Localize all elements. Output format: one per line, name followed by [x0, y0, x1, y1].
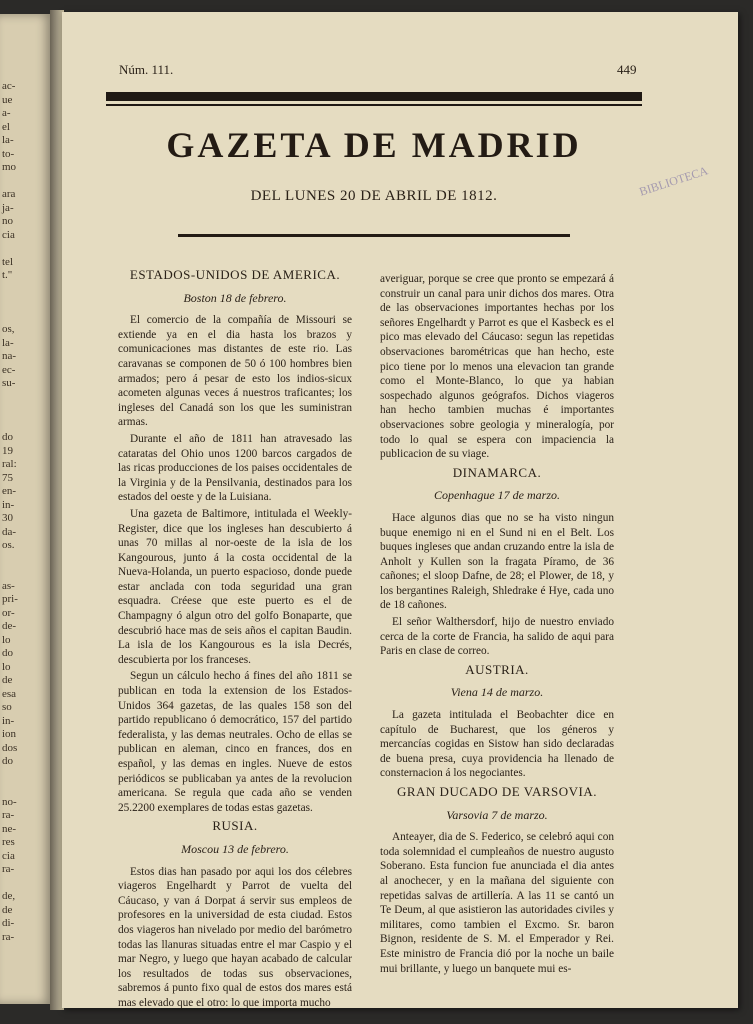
adjacent-left-page [0, 14, 52, 1004]
left-page-fragment: os. [2, 539, 15, 551]
dateline-boston: Boston 18 de febrero. [183, 290, 287, 305]
article-paragraph: La gazeta intitulada el Beobachter dice en capítulo de Bucharest, que los géneros y mercancías cogidas en Sistow han sido declaradas de buena presa, cuya providencia ha llenado de consternacion á los negociantes. [380, 709, 614, 780]
issue-number: Núm. 111. [119, 62, 174, 77]
left-page-fragment: de [2, 903, 13, 916]
left-page-fragment: ara [2, 188, 16, 200]
left-page-fragment: cia [2, 849, 15, 862]
newspaper-page [62, 12, 738, 1008]
dateline-varsovia: Varsovia 7 de marzo. [446, 807, 548, 822]
left-page-fragment: 19 [2, 444, 13, 457]
left-page-fragment: in- [2, 498, 15, 511]
left-page-fragment: ra- [2, 863, 15, 875]
left-page-fragment: di- [2, 917, 15, 929]
left-page-fragment: lo [2, 660, 11, 673]
left-page-fragment: ja- [2, 201, 14, 214]
article-paragraph: Estos dias han pasado por aqui los dos célebres viageros Engelhardt y Parrot de vuelta del Cáucaso, y van á Dorpat á servir sus empleos de profesores en la universidad de esta ciudad. Estos dos viageros han nivelado por medio del barómetro todas las llanuras situadas entre el mar Caspio y el mar Negro, y luego que hayan acabado de calcular los resultados de todas sus observaciones, sabremos á punto fixo qual de estos dos mares está mas elevado que el otro: lo que importa mucho [118, 865, 352, 1009]
article-paragraph: Una gazeta de Baltimore, intitulada el Weekly-Register, dice que los ingleses han descubierto á unas 70 millas al nor-oeste de la isla de los Kangourous, junto á la costa occidental de la Nueva-Holanda, un puerto espacioso, donde puede estar anclada con toda seguridad una gran esquadra. Créese que este puerto es el de Champagny ó algun otro del golfo Bonaparte, que descubrió hace mas de seis años el capitan Baudin. La isla de los Kangourous es la isla Decrés, descubierta por los franceses. [118, 507, 352, 666]
library-stamp: BIBLIOTECA [637, 163, 710, 199]
left-page-fragment: ne- [2, 822, 17, 835]
section-heading-dinamarca: DINAMARCA. [452, 464, 542, 480]
left-page-fragment: ion [2, 728, 17, 740]
issue-date: DEL LUNES 20 DE ABRIL DE 1812. [250, 188, 498, 204]
left-page-fragment: de- [2, 620, 17, 632]
dateline-viena: Viena 14 de marzo. [450, 685, 544, 700]
left-page-fragment: t." [2, 269, 13, 281]
article-paragraph: Segun un cálculo hecho á fines del año 1811 se publican en toda la extension de los Estados-Unidos 364 gazetas, de las quales 158 son del partido republicano ó democrático, 157 del partido federalista, y las demas neutrales. Ocho de ellas se publican en aleman, cinco en frances, dos en español, y las demas en ingles. Nueve de estos periódicos se publicaban ya antes de la revolucion americana. Se regula que cada año se venden 25.2200 exemplares de todas estas gazetas. [118, 670, 352, 814]
left-page-fragment: mo [2, 161, 17, 173]
left-page-fragment: de, [2, 890, 16, 902]
left-page-fragment: dos [2, 741, 18, 754]
left-page-fragment: en- [2, 485, 17, 497]
left-page-fragment: de [2, 674, 13, 686]
column-right [380, 272, 614, 978]
masthead-title: GAZETA DE MADRID [166, 125, 582, 165]
left-page-fragment: tel [2, 255, 13, 268]
left-page-fragment: a- [2, 107, 11, 119]
page-number: 449 [617, 62, 637, 77]
left-page-fragment: da- [2, 525, 17, 538]
left-page-fragment: do [2, 755, 13, 767]
left-page-fragment: ac- [2, 80, 16, 92]
dateline-moscou: Moscou 13 de febrero. [181, 841, 289, 856]
left-page-fragment: ra- [2, 930, 15, 943]
left-page-fragment: os, [2, 323, 15, 335]
left-page-fragment: su- [2, 377, 16, 389]
left-page-fragment: pri- [2, 593, 18, 605]
article-paragraph: El comercio de la compañía de Missouri se extiende ya en el dia hasta los brazos y comunicaciones mas distantes de este rio. Las caravanas se componen de 50 ó 100 hombres bien armados; pero á pesar de esto los indios-sicux acometen algunas veces á nuestros traficantes; los ingleses del Canadá son los que les suministran armas. [118, 314, 352, 429]
left-page-fragment: to- [2, 147, 15, 160]
section-heading-varsovia: GRAN DUCADO DE VARSOVIA. [396, 784, 598, 799]
header-rule-thick [106, 92, 642, 101]
dateline-copenhague: Copenhague 17 de marzo. [434, 488, 560, 503]
left-page-fragment: no- [2, 795, 17, 808]
left-page-fragment: as- [2, 579, 15, 592]
left-page-fragment: ec- [2, 363, 16, 376]
left-page-fragment: or- [2, 606, 15, 619]
left-page-fragment: 30 [2, 512, 13, 524]
header-rule-thin [106, 104, 642, 106]
section-heading-usa: ESTADOS-UNIDOS DE AMERICA. [129, 267, 341, 282]
left-page-fragment: ue [2, 93, 13, 106]
left-page-fragment: el [2, 120, 10, 133]
article-paragraph: El señor Walthersdorf, hijo de nuestro enviado cerca de la corte de Francia, ha salido de aqui para Paris en clase de correo. [380, 616, 614, 658]
left-page-fragment: esa [2, 687, 17, 700]
left-page-fragment: so [2, 701, 12, 713]
article-paragraph: Anteayer, dia de S. Federico, se celebró aqui con toda solemnidad el cumpleaños de nuestro augusto Soberano. Esta funcion fue anunciada el dia antes al anochecer, y en la mañana del siguiente con repetidas salvas de artillería. A las 11 se cantó un Te Deum, al que asistieron las autoridades civiles y militares, como tambien el Excmo. Sr. baron Bignon, residente de S. M. el Emperador y Rei. Este ministro de Francia dió por la noche un baile mui brillante, y luego un banquete mui es- [380, 831, 614, 975]
article-paragraph: Durante el año de 1811 han atravesado las cataratas del Ohio unos 1200 barcos cargados de las ricas producciones de los paises occidentales de la Virginia y de la Pensilvania, destinados para los estados del oeste y de la Luisiana. [118, 432, 352, 504]
article-paragraph: averiguar, porque se cree que pronto se empezará á construir un canal para unir dichos dos mares. Otra de las observaciones importantes hechas por los señores Engelhardt y Parrot es que el Kasbeck es el pico mas elevado del Cáucaso: segun las repetidas observaciones barométricas que han hecho, este pico tiene por lo menos una elevacion tan grande como el Monte-Blanco, lo que ya habian sospechado algunos geógrafos. Dichos viageros han hecho tambien muchas é importantes observaciones sobre geologia y mineralogía, por todo lo qual se espera con impaciencia la publicacion de su viage. [380, 273, 614, 461]
left-page-fragment: na- [2, 350, 17, 362]
left-page-fragment: ral: [2, 458, 17, 470]
section-heading-austria: AUSTRIA. [465, 661, 529, 677]
left-page-fragment: la- [2, 134, 14, 146]
left-page-fragment: lo [2, 633, 11, 646]
left-page-fragment: no [2, 215, 13, 227]
left-page-fragment: cia [2, 228, 15, 241]
section-heading-rusia: RUSIA. [212, 818, 258, 834]
left-page-fragment: do [2, 647, 13, 659]
column-left [118, 264, 352, 1013]
article-paragraph: Hace algunos dias que no se ha visto ningun buque enemigo ni en el Sund ni en el Belt. Los buques ingleses que andan cruzando entre la isla de Anholt y Kullen son la fragata Píramo, de 36 cañones; el sloop Dafne, de 28; el Plower, de 18, y los bergantines Raleigh, Shledrake é Hye, cada uno de 18 cañones. [380, 511, 614, 612]
date-rule [178, 234, 570, 237]
left-page-fragment: res [2, 836, 15, 848]
left-page-fragment: 75 [2, 471, 13, 484]
left-page-fragment: in- [2, 714, 15, 727]
left-page-fragment: do [2, 431, 13, 443]
left-page-fragment: ra- [2, 809, 15, 821]
left-page-fragment: la- [2, 336, 14, 349]
